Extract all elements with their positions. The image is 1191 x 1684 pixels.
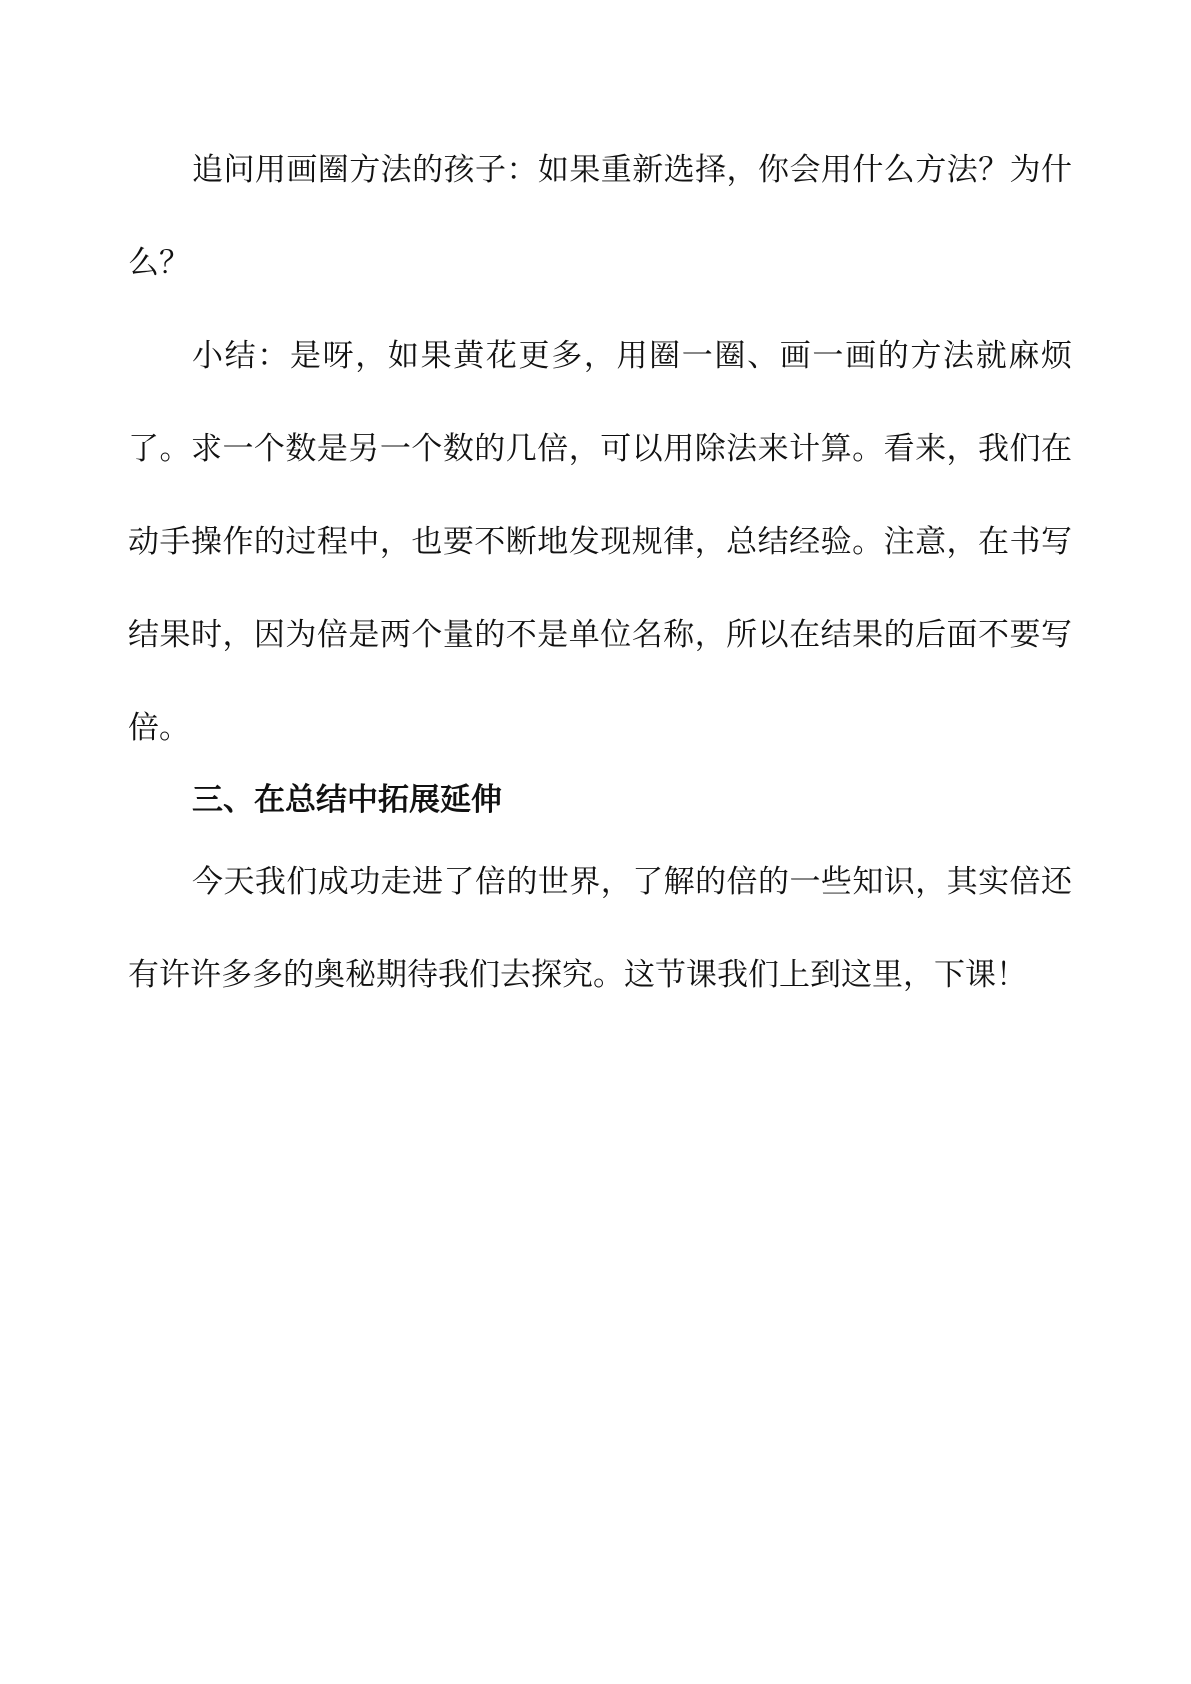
section-heading: 三、在总结中拓展延伸 (192, 782, 502, 818)
paragraph-follow-up-question: 追问用画圈方法的孩子：如果重新选择，你会用什么方法？为什么？ (128, 152, 1072, 281)
paragraph-closing: 今天我们成功走进了倍的世界，了解的倍的一些知识，其实倍还有许许多多的奥秘期待我们去探究。这节课我们上到这里，下课！ (128, 864, 1072, 993)
paragraph-summary: 小结：是呀，如果黄花更多，用圈一圈、画一画的方法就麻烦了。求一个数是另一个数的几倍，可以用除法来计算。看来，我们在动手操作的过程中，也要不断地发现规律，总结经验。注意，在书写结果时，因为倍是两个量的不是单位名称，所以在结果的后面不要写倍。 (128, 338, 1072, 746)
